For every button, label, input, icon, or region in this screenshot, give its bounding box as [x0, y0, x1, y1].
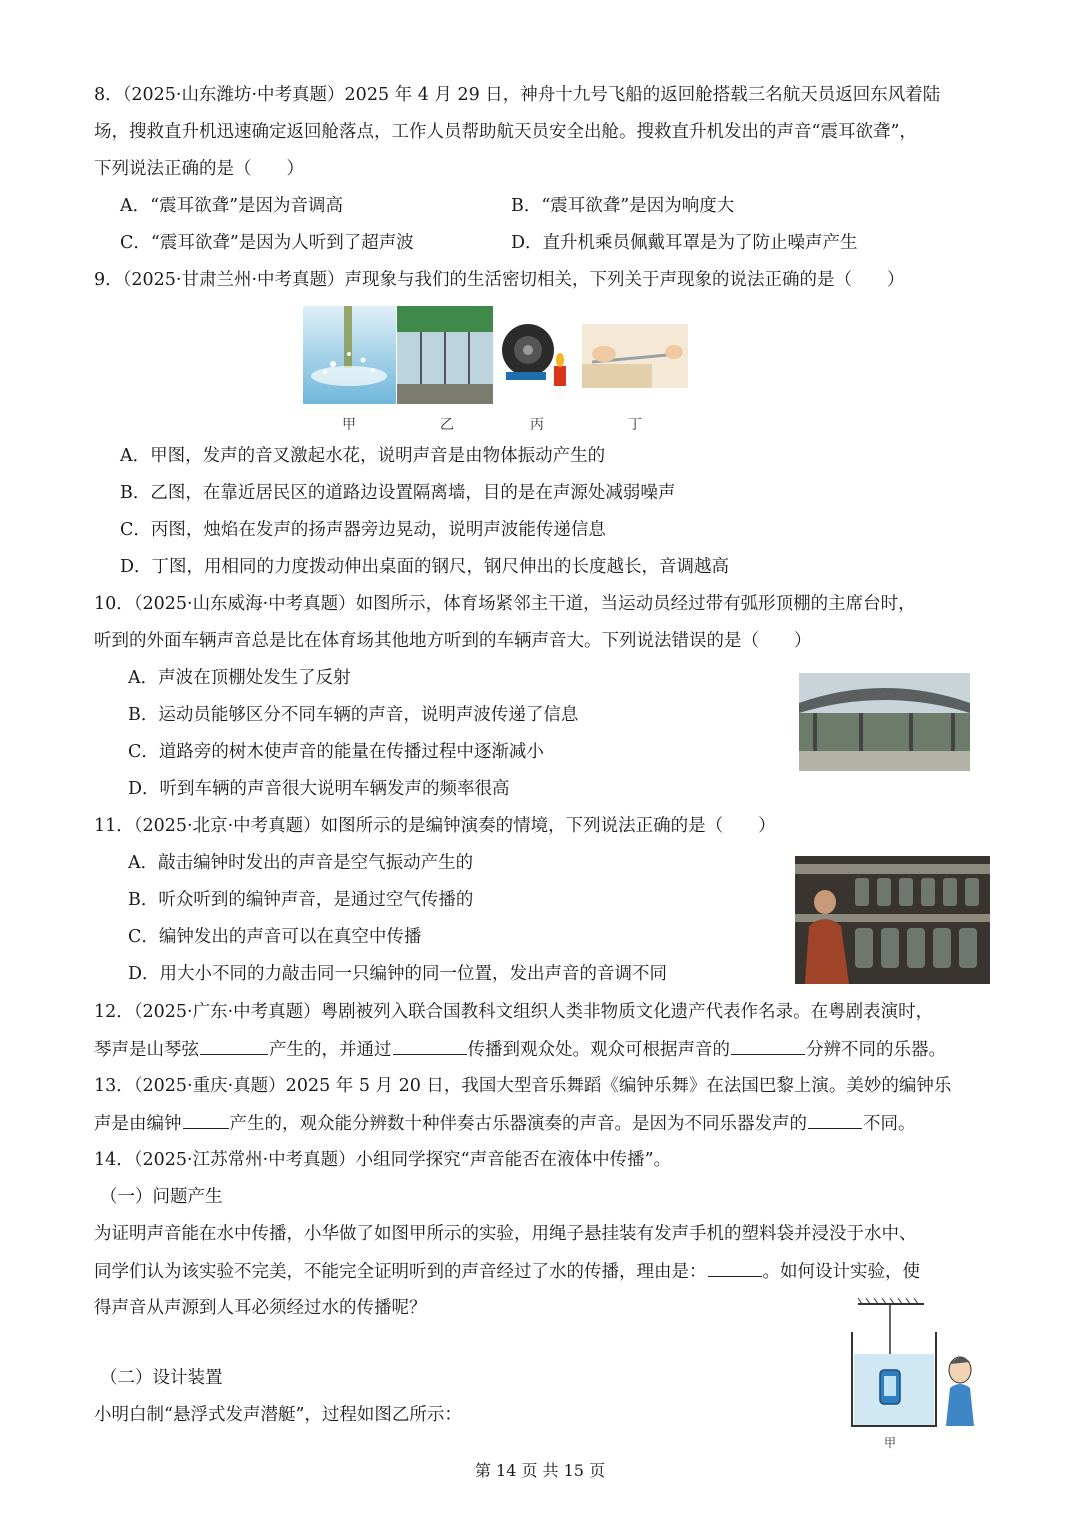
q13-text-c: 不同。 — [863, 1114, 916, 1134]
q8-option-a: A．“震耳欲聋”是因为音调高 — [120, 196, 344, 216]
q14-paragraph-line-3: 得声音从声源到人耳必须经过水的传播呢？ — [94, 1298, 427, 1318]
q14-section-1-heading: （一）问题产生 — [100, 1187, 223, 1207]
q8-option-d: D．直升机乘员佩戴耳罩是为了防止噪声产生 — [511, 233, 858, 253]
figure-caption-yi: 乙 — [440, 417, 454, 433]
q12-blank-1[interactable] — [200, 1038, 268, 1055]
q14-stem-line-1: 14．（2025·江苏常州·中考真题）小组同学探究“声音能否在液体中传播”。 — [94, 1150, 672, 1170]
bianzhong-performance-figure — [795, 856, 990, 984]
q11-option-c: C．编钟发出的声音可以在真空中传播 — [128, 927, 422, 947]
q14-blank-1[interactable] — [708, 1260, 762, 1277]
speaker-candle-figure — [498, 316, 578, 396]
q12-stem-line-2 — [94, 1038, 946, 1061]
q13-stem-line-2 — [94, 1112, 916, 1135]
q8-option-b: B．“震耳欲聋”是因为响度大 — [511, 196, 735, 216]
q12-text-b: 产生的，并通过 — [269, 1040, 392, 1060]
q13-blank-2[interactable] — [808, 1112, 862, 1129]
q13-stem-line-1: 13．（2025·重庆·真题）2025 年 5 月 20 日，我国大型音乐舞蹈《编钟乐舞》在法国巴黎上演。美妙的编钟乐 — [94, 1076, 952, 1096]
figure-caption-ding: 丁 — [628, 417, 642, 433]
q10-stem-line-2: 听到的外面车辆声音总是比在体育场其他地方听到的车辆声音大。下列说法错误的是（ ） — [94, 631, 812, 651]
q10-option-d: D．听到车辆的声音很大说明车辆发声的频率很高 — [128, 779, 510, 799]
q8-stem-line-1: 8．（2025·山东潍坊·中考真题）2025 年 4 月 29 日，神舟十九号飞船的返回舱搭载三名航天员返回东风着陆 — [94, 85, 941, 105]
noise-barrier-figure — [397, 306, 493, 404]
q10-option-c: C．道路旁的树木使声音的能量在传播过程中逐渐减小 — [128, 742, 544, 762]
q11-option-d: D．用大小不同的力敲击同一只编钟的同一位置，发出声音的音调不同 — [128, 964, 668, 984]
q9-option-a: A．甲图，发声的音叉激起水花，说明声音是由物体振动产生的 — [120, 446, 606, 466]
steel-ruler-figure — [582, 324, 688, 388]
figure-caption-jia: 甲 — [342, 417, 356, 433]
q11-option-a: A．敲击编钟时发出的声音是空气振动产生的 — [128, 853, 474, 873]
phone-in-water-figure — [846, 1296, 980, 1434]
q10-option-a: A．声波在顶棚处发生了反射 — [128, 668, 351, 688]
q14-text-b: 。如何设计实验，使 — [762, 1262, 920, 1282]
figure-caption-jia-q14: 甲 — [884, 1436, 897, 1450]
q13-text-b: 产生的，观众能分辨数十种伴奏古乐器演奏的声音。是因为不同乐器发声的 — [229, 1114, 807, 1134]
q14-paragraph-line-2 — [94, 1260, 920, 1283]
q14-text-a: 同学们认为该实验不完美，不能完全证明听到的声音经过了水的传播，理由是： — [94, 1262, 707, 1282]
q9-option-b: B．乙图，在靠近居民区的道路边设置隔离墙，目的是在声源处减弱噪声 — [120, 483, 676, 503]
q9-option-d: D．丁图，用相同的力度拨动伸出桌面的钢尺，钢尺伸出的长度越长，音调越高 — [120, 557, 730, 577]
tuning-fork-splash-figure — [303, 306, 396, 404]
q12-text-a: 琴声是山琴弦 — [94, 1040, 199, 1060]
q14-section-2-heading: （二）设计装置 — [100, 1368, 223, 1388]
q9-option-c: C．丙图，烛焰在发声的扬声器旁边晃动，说明声波能传递信息 — [120, 520, 606, 540]
q12-text-c: 传播到观众处。观众可根据声音的 — [467, 1040, 730, 1060]
q12-blank-3[interactable] — [731, 1038, 805, 1055]
q10-stem-line-1: 10．（2025·山东威海·中考真题）如图所示，体育场紧邻主干道，当运动员经过带有弧形顶棚的主席台时， — [94, 594, 916, 614]
q8-stem-line-3: 下列说法正确的是（ ） — [94, 159, 304, 179]
q11-option-b: B．听众听到的编钟声音，是通过空气传播的 — [128, 890, 474, 910]
q8-stem-line-2: 场，搜救直升机迅速确定返回舱落点，工作人员帮助航天员安全出舱。搜救直升机发出的声音“震耳欲聋”， — [94, 122, 917, 142]
q12-text-d: 分辨不同的乐器。 — [806, 1040, 946, 1060]
page-number-footer: 第 14 页 共 15 页 — [474, 1461, 606, 1480]
q14-paragraph-line-4: 小明白制“悬浮式发声潜艇”，过程如图乙所示： — [94, 1405, 462, 1425]
q12-stem-line-1: 12．（2025·广东·中考真题）粤剧被列入联合国教科文组织人类非物质文化遗产代表作名录。在粤剧表演时， — [94, 1002, 934, 1022]
q13-blank-1[interactable] — [183, 1112, 229, 1129]
q9-stem-line-1: 9．（2025·甘肃兰州·中考真题）声现象与我们的生活密切相关，下列关于声现象的说法正确的是（ ） — [94, 270, 905, 290]
figure-caption-bing: 丙 — [530, 417, 544, 433]
stadium-canopy-figure — [799, 673, 970, 771]
q14-paragraph-line-1: 为证明声音能在水中传播，小华做了如图甲所示的实验，用绳子悬挂装有发声手机的塑料袋并浸没于水中、 — [94, 1224, 917, 1244]
q8-option-c: C．“震耳欲聋”是因为人听到了超声波 — [120, 233, 414, 253]
q11-stem-line-1: 11．（2025·北京·中考真题）如图所示的是编钟演奏的情境，下列说法正确的是（ ） — [94, 816, 776, 836]
q10-option-b: B．运动员能够区分不同车辆的声音，说明声波传递了信息 — [128, 705, 579, 725]
q13-text-a: 声是由编钟 — [94, 1114, 182, 1134]
q12-blank-2[interactable] — [393, 1038, 467, 1055]
